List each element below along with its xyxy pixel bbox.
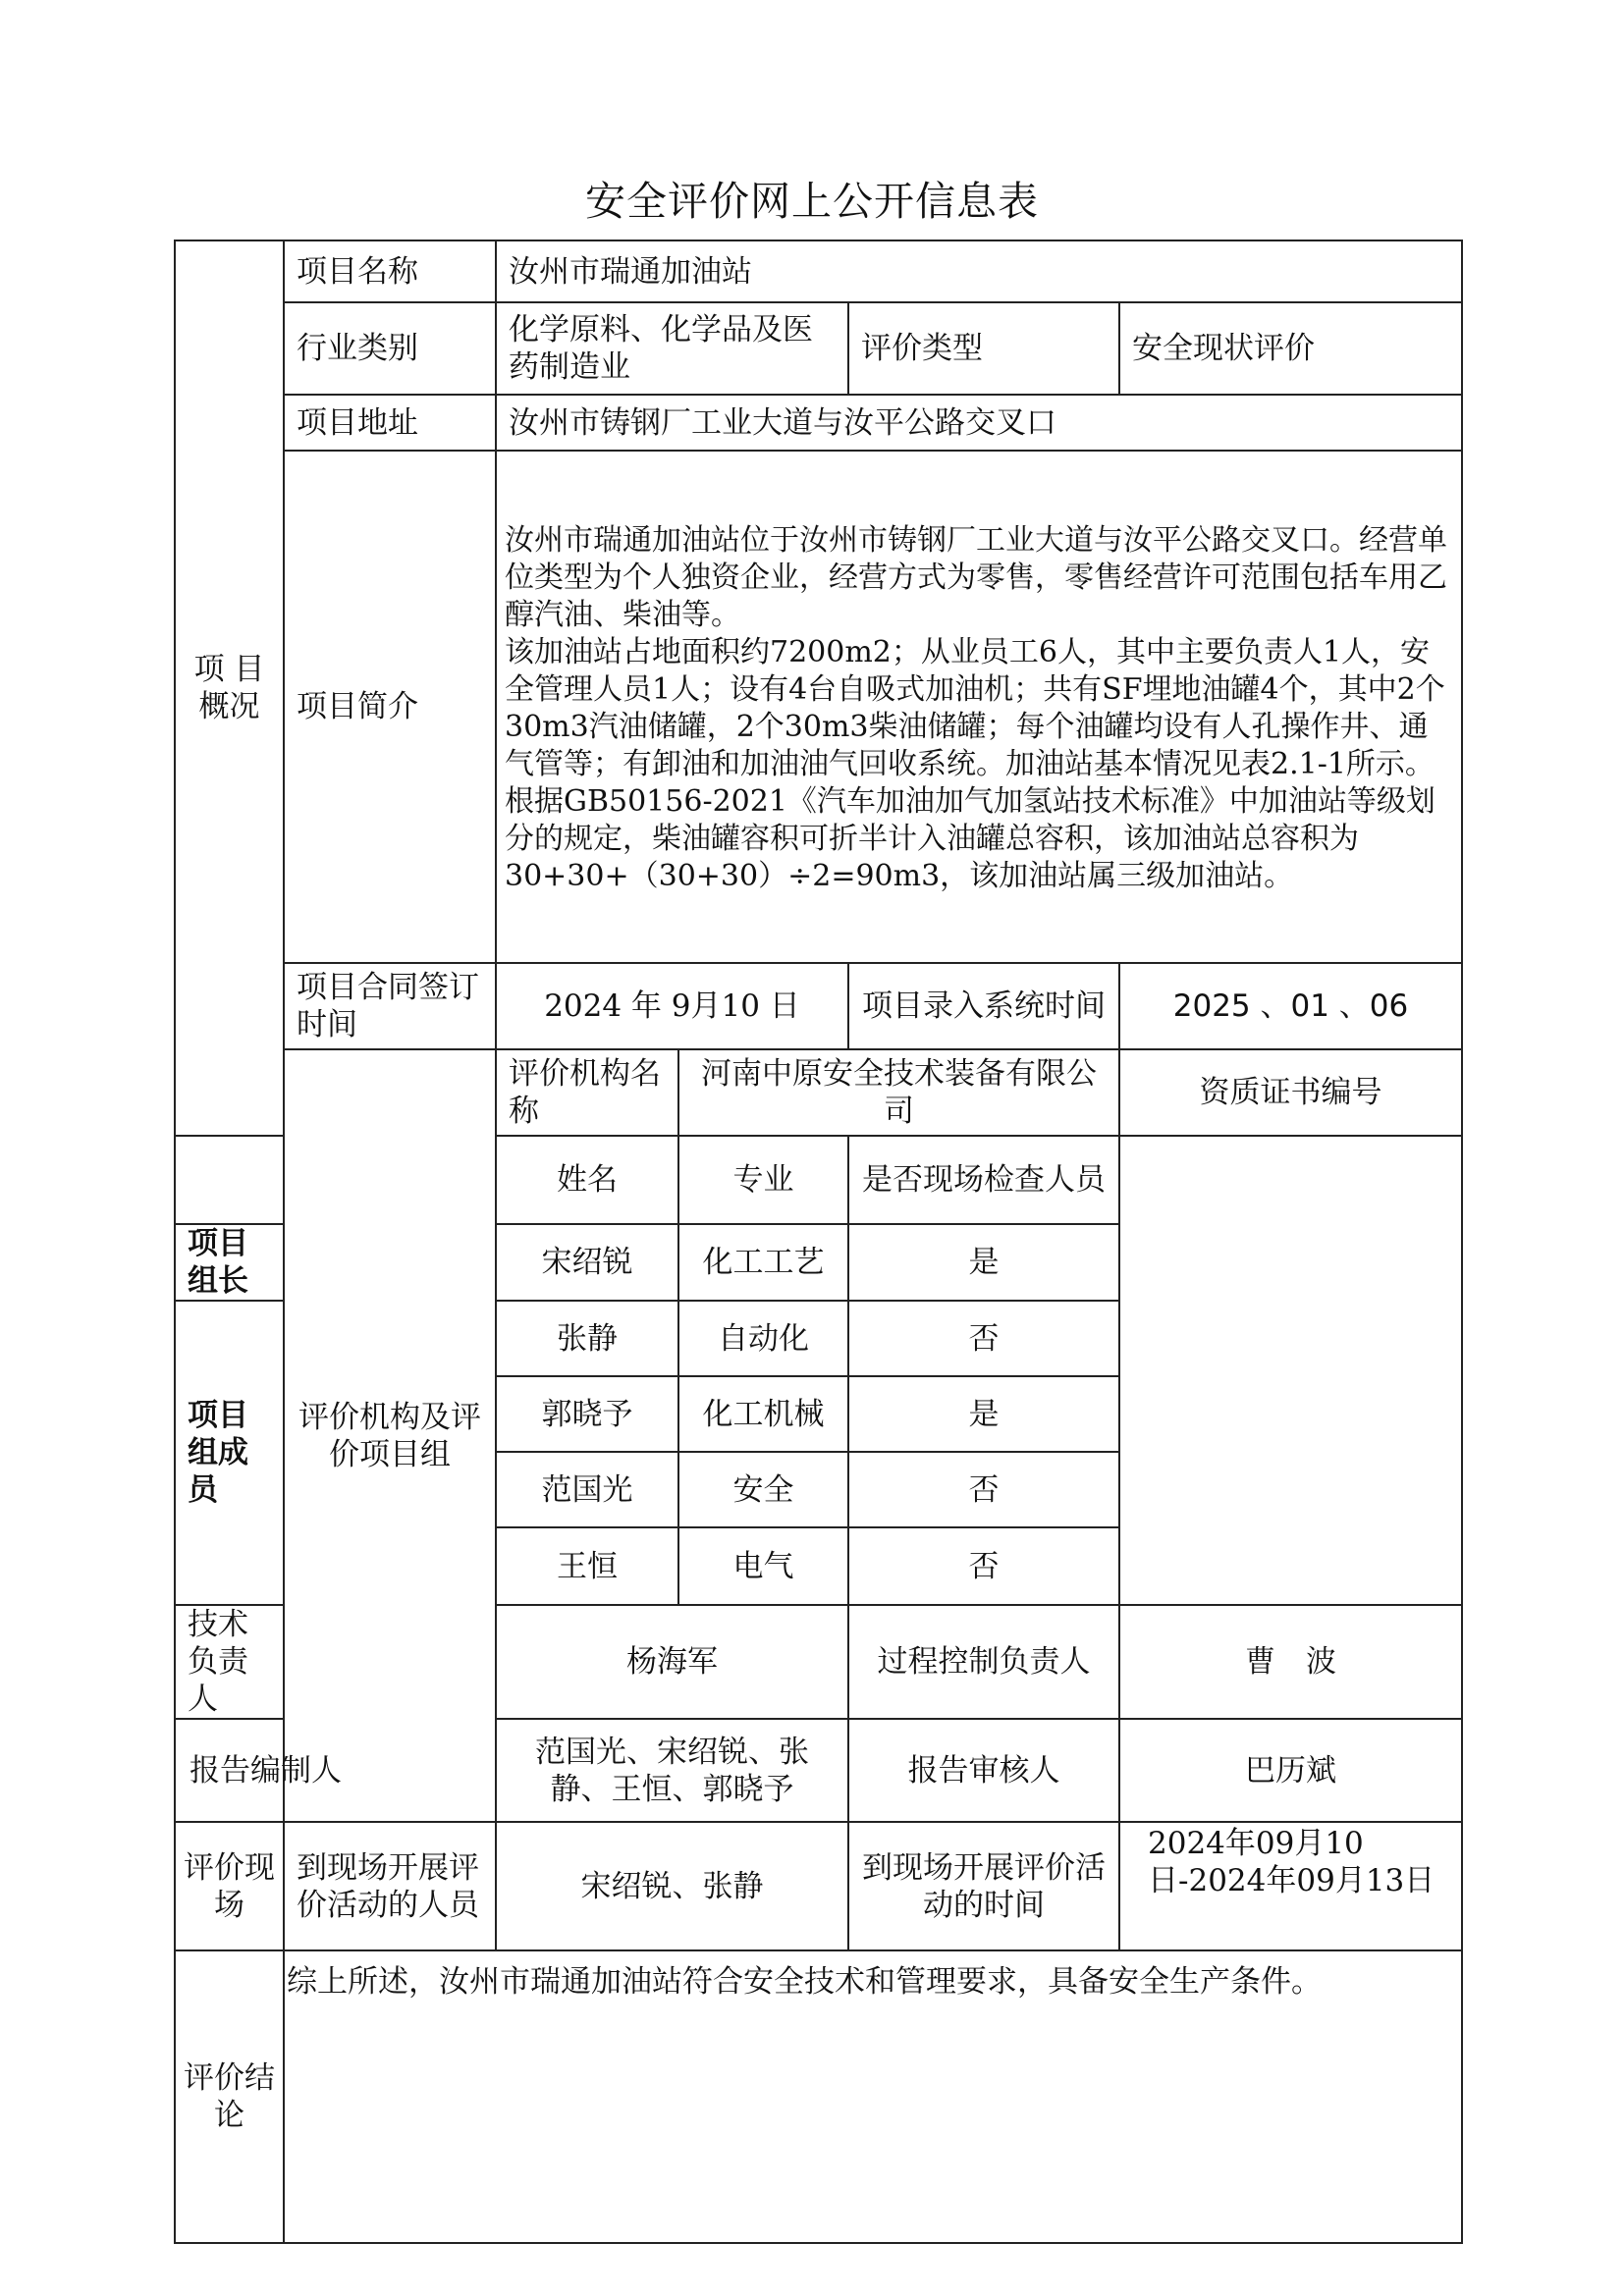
project-name-label: 项目名称	[284, 240, 496, 302]
team-member-onsite: 是	[848, 1224, 1119, 1301]
site-time-value: 2024年09月10日-2024年09月13日	[1119, 1822, 1462, 1950]
team-header-blank	[175, 1136, 284, 1224]
leader-label: 项目组长	[175, 1224, 284, 1301]
intro-text	[496, 451, 1462, 963]
report-reviewer-value: 巴历斌	[1119, 1719, 1462, 1822]
team-member-name: 张静	[496, 1301, 678, 1376]
tech-lead-value: 杨海军	[496, 1605, 848, 1719]
cert-no-label: 资质证书编号	[1119, 1049, 1462, 1136]
team-blank-cell	[1119, 1136, 1462, 1605]
entry-date-label: 项目录入系统时间	[848, 963, 1119, 1049]
section-site: 评价现场	[175, 1822, 284, 1950]
team-member-name: 王恒	[496, 1527, 678, 1605]
intro-paragraph: 汝州市瑞通加油站位于汝州市铸钢厂工业大道与汝平公路交叉口。经营单位类型为个人独资企业，经营方式为零售，零售经营许可范围包括车用乙醇汽油、柴油等。	[505, 523, 1447, 632]
team-member-name: 范国光	[496, 1452, 678, 1527]
team-member-major: 化工工艺	[678, 1224, 848, 1301]
team-member-major: 安全	[678, 1452, 848, 1527]
eval-type-label: 评价类型	[848, 302, 1119, 395]
section-agency: 评价机构及评价项目组	[284, 1049, 496, 1822]
conclusion-text: 综上所述，汝州市瑞通加油站符合安全技术和管理要求，具备安全生产条件。	[284, 1950, 1462, 2243]
contract-date-label: 项目合同签订时间	[284, 963, 496, 1049]
site-staff-value: 宋绍锐、张静	[496, 1822, 848, 1950]
team-member-name: 宋绍锐	[496, 1224, 678, 1301]
entry-date-value: 2025 、01 、06	[1119, 963, 1462, 1049]
industry-label: 行业类别	[284, 302, 496, 395]
report-author-value: 范国光、宋绍锐、张静、王恒、郭晓予	[496, 1719, 848, 1822]
process-lead-label: 过程控制负责人	[848, 1605, 1119, 1719]
tech-lead-label: 技术负责人	[175, 1605, 284, 1719]
industry-value: 化学原料、化学品及医药制造业	[496, 302, 848, 395]
info-table	[174, 240, 1463, 2244]
address-label: 项目地址	[284, 395, 496, 451]
team-member-onsite: 否	[848, 1301, 1119, 1376]
members-label: 项目组成员	[175, 1301, 284, 1605]
eval-type-value: 安全现状评价	[1119, 302, 1462, 395]
project-name-value: 汝州市瑞通加油站	[496, 240, 1462, 302]
section-overview: 项 目概况	[175, 240, 284, 1136]
process-lead-value: 曹 波	[1119, 1605, 1462, 1719]
team-member-onsite: 否	[848, 1527, 1119, 1605]
report-author-label: 报告编制人	[175, 1719, 496, 1822]
page-title: 安全评价网上公开信息表	[585, 178, 1039, 225]
site-staff-label: 到现场开展评价活动的人员	[284, 1822, 496, 1950]
team-member-major: 自动化	[678, 1301, 848, 1376]
intro-label: 项目简介	[284, 451, 496, 963]
section-conclusion: 评价结论	[175, 1950, 284, 2243]
col-header-major: 专业	[678, 1136, 848, 1224]
team-member-onsite: 是	[848, 1376, 1119, 1452]
team-member-major: 电气	[678, 1527, 848, 1605]
report-reviewer-label: 报告审核人	[848, 1719, 1119, 1822]
site-time-label: 到现场开展评价活动的时间	[848, 1822, 1119, 1950]
intro-paragraph: 根据GB50156-2021《汽车加油加气加氢站技术标准》中加油站等级划分的规定，柴油罐容积可折半计入油罐总容积，该加油站总容积为30+30+（30+30）÷2=90m3，该加油站属三级加油站。	[505, 784, 1435, 893]
intro-paragraph: 该加油站占地面积约7200m2；从业员工6人，其中主要负责人1人，安全管理人员1人；设有4台自吸式加油机；共有SF埋地油罐4个，其中2个30m3汽油储罐，2个30m3柴油储罐；每个油罐均设有人孔操作井、通气管等；有卸油和加油油气回收系统。加油站基本情况见表2.1-1所示。	[505, 635, 1445, 781]
col-header-name: 姓名	[496, 1136, 678, 1224]
team-member-name: 郭晓予	[496, 1376, 678, 1452]
org-name-label: 评价机构名称	[496, 1049, 678, 1136]
team-member-major: 化工机械	[678, 1376, 848, 1452]
contract-date-value: 2024 年 9月10 日	[496, 963, 848, 1049]
address-value: 汝州市铸钢厂工业大道与汝平公路交叉口	[496, 395, 1462, 451]
org-name-value: 河南中原安全技术装备有限公司	[678, 1049, 1119, 1136]
col-header-onsite: 是否现场检查人员	[848, 1136, 1119, 1224]
team-member-onsite: 否	[848, 1452, 1119, 1527]
